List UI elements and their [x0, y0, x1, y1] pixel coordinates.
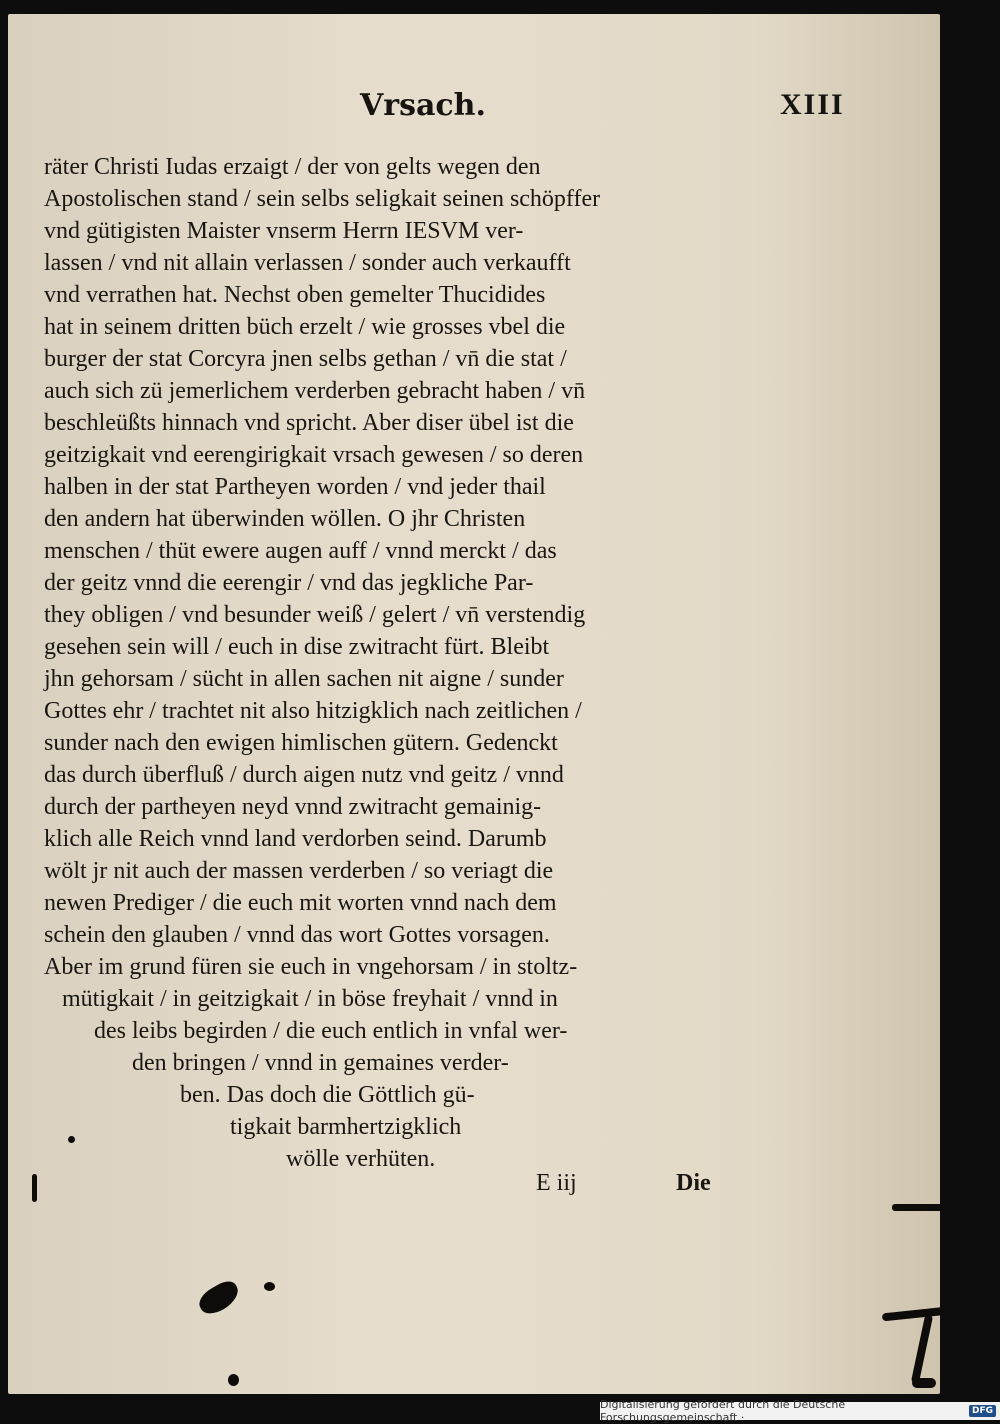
- ink-stroke: [912, 1378, 936, 1388]
- text-line: des leibs begirden / die euch entlich in vnfal wer-: [94, 1018, 568, 1044]
- text-line: wölt jr nit auch der massen verderben / so veriagt die: [44, 858, 554, 884]
- text-line: Aber im grund füren sie euch in vngehorsam / in stoltz-: [44, 954, 578, 980]
- text-line: geitzigkait vnd eerengirigkait vrsach gewesen / so deren: [44, 442, 584, 468]
- text-line: tigkait barmhertzigklich: [230, 1114, 462, 1140]
- ink-dot: [264, 1282, 275, 1291]
- text-line: beschleüßts hinnach vnd spricht. Aber diser übel ist die: [44, 410, 574, 436]
- text-line: jhn gehorsam / sücht in allen sachen nit aigne / sunder: [44, 666, 564, 692]
- ink-stroke: [892, 1204, 948, 1211]
- text-line: sunder nach den ewigen himlischen gütern. Gedenckt: [44, 730, 558, 756]
- folio-number: XIII: [780, 88, 845, 121]
- text-line: halben in der stat Partheyen worden / vnd jeder thail: [44, 474, 546, 500]
- text-line: newen Prediger / die euch mit worten vnnd nach dem: [44, 890, 557, 916]
- text-line: räter Christi Iudas erzaigt / der von gelts wegen den: [44, 154, 541, 180]
- text-line: durch der partheyen neyd vnnd zwitracht gemainig-: [44, 794, 542, 820]
- text-line: den andern hat überwinden wöllen. O jhr Christen: [44, 506, 526, 532]
- text-line: der geitz vnnd die eerengir / vnd das jegkliche Par-: [44, 570, 534, 596]
- text-line: Apostolischen stand / sein selbs seligkait seinen schöpffer: [44, 186, 601, 212]
- ink-dot: [228, 1374, 239, 1386]
- catchword: Die: [676, 1170, 711, 1196]
- ink-stroke: [882, 1307, 948, 1322]
- text-line: wölle verhüten.: [286, 1146, 436, 1172]
- digitization-credit: [600, 1398, 1000, 1424]
- text-line: gesehen sein will / euch in dise zwitracht fürt. Bleibt: [44, 634, 550, 660]
- ink-mark: [32, 1174, 37, 1202]
- text-line: ben. Das doch die Göttlich gü-: [180, 1082, 475, 1108]
- text-line: klich alle Reich vnnd land verdorben seind. Darumb: [44, 826, 547, 852]
- ink-dot: [68, 1136, 75, 1143]
- text-line: lassen / vnd nit allain verlassen / sonder auch verkaufft: [44, 250, 571, 276]
- book-page: [8, 14, 940, 1394]
- credit-text: Digitalisierung gefördert durch die Deutsche Forschungsgemeinschaft ·: [600, 1398, 846, 1424]
- text-line: auch sich zü jemerlichem verderben gebracht haben / vn̄: [44, 378, 586, 404]
- text-line: they obligen / vnd besunder weiß / gelert / vn̄ verstendig: [44, 602, 586, 628]
- text-line: menschen / thüt ewere augen auff / vnnd merckt / das: [44, 538, 557, 564]
- text-line: mütigkait / in geitzigkait / in böse freyhait / vnnd in: [62, 986, 558, 1012]
- text-line: burger der stat Corcyra jnen selbs gethan / vn̄ die stat /: [44, 346, 567, 372]
- dfg-logo: DFG: [969, 1405, 996, 1417]
- ink-blot: [195, 1277, 243, 1319]
- text-line: das durch überfluß / durch aigen nutz vnd geitz / vnnd: [44, 762, 564, 788]
- text-line: schein den glauben / vnnd das wort Gottes vorsagen.: [44, 922, 550, 948]
- text-line: hat in seinem dritten büch erzelt / wie grosses vbel die: [44, 314, 566, 340]
- text-line: vnd verrathen hat. Nechst oben gemelter Thucidides: [44, 282, 546, 308]
- text-line: vnd gütigisten Maister vnserm Herrn IESVM ver-: [44, 218, 524, 244]
- text-line: Gottes ehr / trachtet nit also hitzigklich nach zeitlichen /: [44, 698, 582, 724]
- running-title: Vrsach.: [360, 88, 486, 123]
- signature-mark: E iij: [536, 1170, 577, 1196]
- text-line: den bringen / vnnd in gemaines verder-: [132, 1050, 509, 1076]
- ink-stroke: [911, 1314, 933, 1384]
